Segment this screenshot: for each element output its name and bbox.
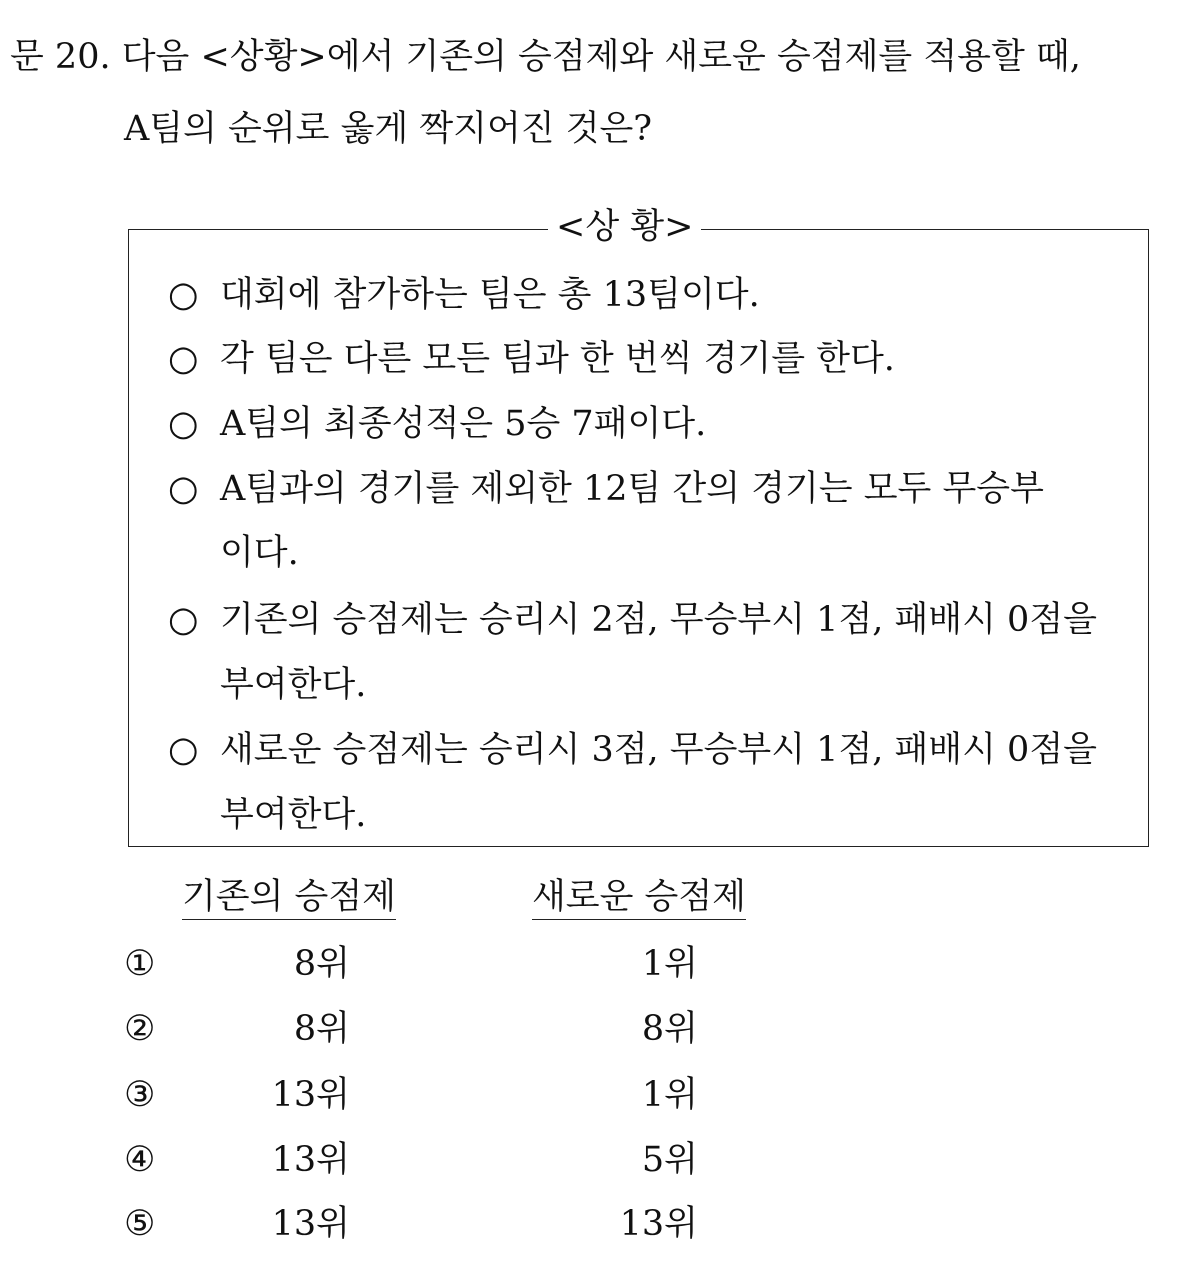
situation-item bbox=[168, 469, 1044, 509]
situation-box-title: <상 황> bbox=[548, 210, 701, 245]
situation-item bbox=[168, 600, 1097, 640]
situation-item bbox=[168, 275, 760, 315]
bullet-circle-icon: ○ bbox=[168, 339, 199, 379]
bullet-circle-icon: ○ bbox=[168, 730, 199, 770]
question-stem-line-1: 문 20. 다음 <상황>에서 기존의 승점제와 새로운 승점제를 적용할 때, bbox=[10, 37, 1081, 77]
situation-item bbox=[168, 730, 1097, 770]
option-5-number[interactable]: ⑤ bbox=[124, 1204, 156, 1244]
situation-item bbox=[168, 404, 707, 444]
bullet-circle-icon: ○ bbox=[168, 404, 199, 444]
option-5-old-rank: 13위 bbox=[271, 1204, 350, 1244]
column-header-old-system: 기존의 승점제 bbox=[182, 880, 396, 920]
situation-item-text: 대회에 참가하는 팀은 총 13팀이다. bbox=[220, 275, 760, 315]
option-3-number[interactable]: ③ bbox=[124, 1075, 156, 1115]
option-1-old-rank: 8위 bbox=[293, 944, 350, 984]
situation-item-text: A팀과의 경기를 제외한 12팀 간의 경기는 모두 무승부 bbox=[220, 469, 1044, 509]
option-2-number[interactable]: ② bbox=[124, 1009, 156, 1049]
option-4-number[interactable]: ④ bbox=[124, 1140, 156, 1180]
situation-item-continuation: 이다. bbox=[220, 533, 299, 573]
option-1-new-rank: 1위 bbox=[641, 944, 698, 984]
bullet-circle-icon: ○ bbox=[168, 600, 199, 640]
option-2-old-rank: 8위 bbox=[293, 1009, 350, 1049]
question-stem-line-2: A팀의 순위로 옳게 짝지어진 것은? bbox=[124, 109, 653, 149]
option-3-old-rank: 13위 bbox=[271, 1075, 350, 1115]
bullet-circle-icon: ○ bbox=[168, 469, 199, 509]
situation-item-text: 기존의 승점제는 승리시 2점, 무승부시 1점, 패배시 0점을 bbox=[220, 600, 1097, 640]
situation-item-continuation: 부여한다. bbox=[220, 665, 367, 705]
situation-item-text: A팀의 최종성적은 5승 7패이다. bbox=[220, 404, 707, 444]
option-3-new-rank: 1위 bbox=[641, 1075, 698, 1115]
column-header-new-system: 새로운 승점제 bbox=[532, 880, 746, 920]
situation-item-text: 새로운 승점제는 승리시 3점, 무승부시 1점, 패배시 0점을 bbox=[220, 730, 1097, 770]
option-4-new-rank: 5위 bbox=[641, 1140, 698, 1180]
situation-item-text: 각 팀은 다른 모든 팀과 한 번씩 경기를 한다. bbox=[220, 339, 895, 379]
option-4-old-rank: 13위 bbox=[271, 1140, 350, 1180]
situation-item-continuation: 부여한다. bbox=[220, 795, 367, 835]
bullet-circle-icon: ○ bbox=[168, 275, 199, 315]
situation-item bbox=[168, 339, 895, 379]
option-5-new-rank: 13위 bbox=[619, 1204, 698, 1244]
option-1-number[interactable]: ① bbox=[124, 944, 156, 984]
option-2-new-rank: 8위 bbox=[641, 1009, 698, 1049]
